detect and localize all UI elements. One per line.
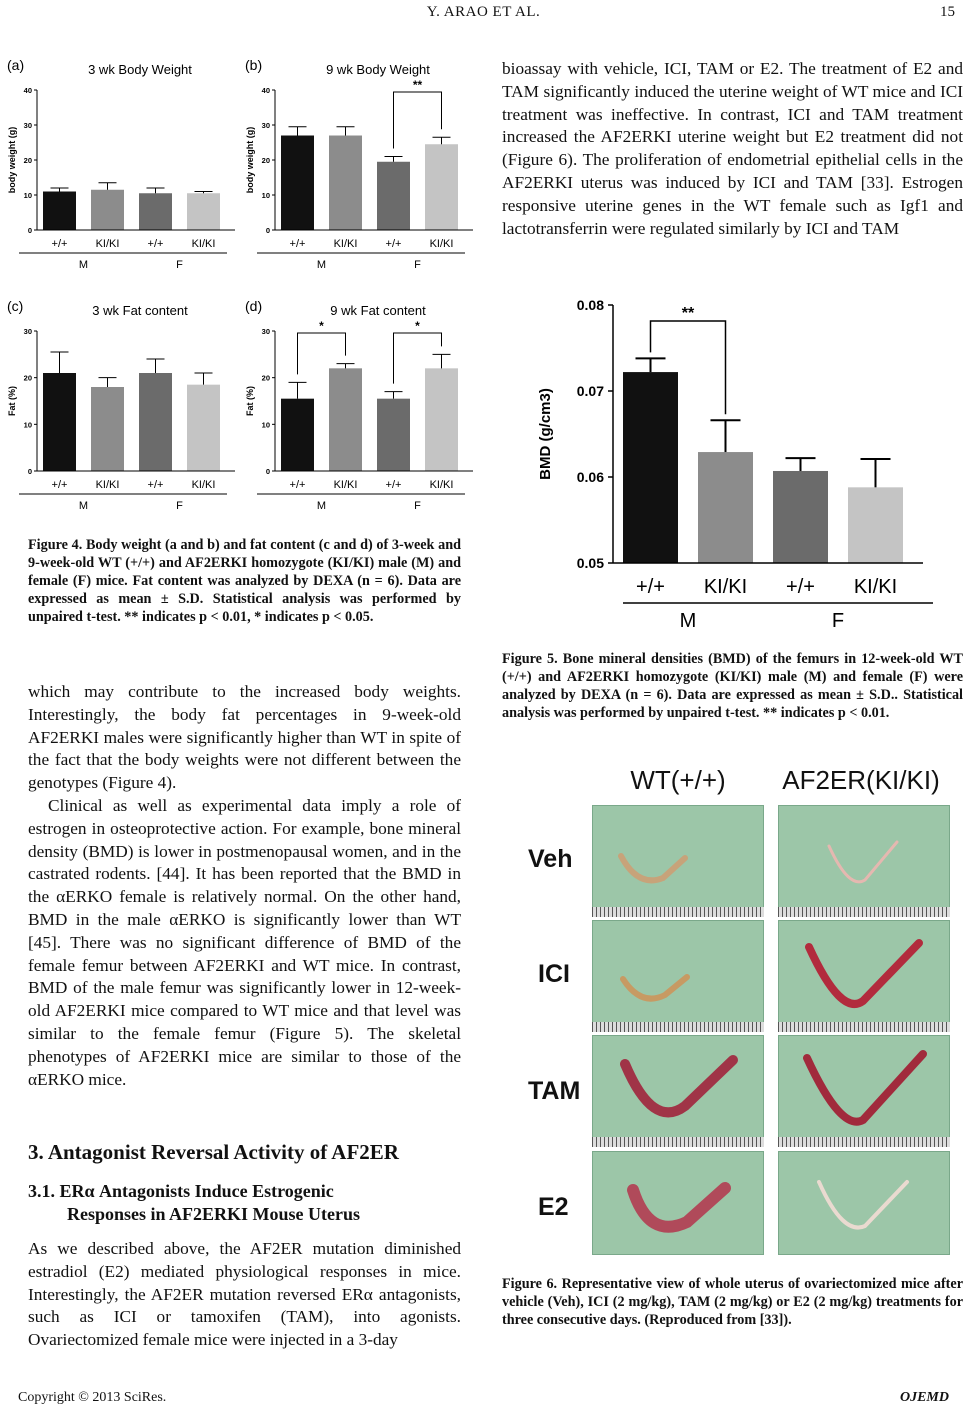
- paragraph: Clinical as well as experimental data imply a role of estrogen in osteoprotective action. For example, bone mineral density (BMD) is lower in postmenopausal women, and in the castrated rodents. [44]. It has been reported that the BMD in the αERKO female is relatively normal. On the other hand, BMD in the male αERKO is significantly lower than WT [45]. There was no significant difference of BMD of the female femur between AF2ERKI and WT mice. In contrast, BMD of the male femur was significantly lower in 12-week-old AF2ERKI mice compared to WT mice and that level was similar to the female femur (Figure 5). The skeletal phenotypes of AF2ERKI mice are similar to those of the αERKO mice.: [28, 795, 461, 1089]
- y-tick-label: 0: [27, 226, 32, 235]
- bar: [377, 399, 410, 471]
- bar: [139, 373, 172, 471]
- bar: [623, 372, 678, 563]
- uterus-photo-wt-tam: [592, 1035, 764, 1139]
- group-label-female: F: [176, 500, 183, 512]
- group-label-female: F: [831, 610, 845, 632]
- x-tick-label: +/+: [289, 238, 306, 250]
- paragraph: bioassay with vehicle, ICI, TAM or E2. The treatment of E2 and TAM significantly induced the uterine weight of WT mice and ICI treatment was ineffective. In contrast, ICI and TAM treatment increased the AF2ERKI uterine weight but E2 treatment did not (Figure 6). The proliferation of endometrial epithelial cells in the AF2ERKI uterus was induced by ICI and TAM [33]. Estrogen responsive uterine genes in the WT female such as Igf1 and lactotransferrin were regulated similarly by ICI and TAM: [502, 59, 963, 238]
- figure4-panel-c: [5, 293, 245, 538]
- bar: [91, 190, 124, 230]
- figure6-caption: Figure 6. Representative view of whole uterus of ovariectomized mice after vehicle (Veh), ICI (2 mg/kg), TAM (2 mg/kg) or E2 (2 mg/kg) treatments for three consecutive days. (Reproduced from [33]).: [502, 1276, 963, 1328]
- x-tick-label: KI/KI: [95, 238, 120, 250]
- uterus-photo-ki-veh: [778, 805, 950, 909]
- group-label-male: M: [316, 259, 327, 271]
- group-label-female: F: [414, 500, 421, 512]
- subsection-heading-line2: Responses in AF2ERKI Mouse Uterus: [67, 1204, 361, 1224]
- uterus-photo-wt-e2: [592, 1151, 764, 1255]
- bar: [187, 193, 220, 230]
- figure4-panel-d: [243, 293, 483, 538]
- figure6-row-label: E2: [538, 1193, 569, 1221]
- y-axis-label: Fat (%): [245, 386, 255, 416]
- panel-tag: (b): [245, 57, 263, 73]
- panel-tag: (a): [7, 57, 25, 73]
- y-tick-label: 0: [27, 467, 32, 476]
- x-tick-label: +/+: [786, 576, 815, 598]
- bar: [329, 368, 362, 471]
- significance-bracket: [394, 92, 442, 149]
- left-column-text: [28, 681, 461, 1091]
- uterus-photo-ki-tam: [778, 1035, 950, 1139]
- y-axis-label: Fat (%): [7, 386, 17, 416]
- y-tick-label: 10: [261, 420, 270, 430]
- y-tick-label: 20: [261, 373, 270, 383]
- bar: [43, 373, 76, 471]
- figure6-row-label: TAM: [528, 1077, 581, 1105]
- significance-label: *: [415, 319, 420, 333]
- y-tick-label: 0: [265, 226, 270, 235]
- group-label-female: F: [176, 259, 183, 271]
- ruler: [592, 907, 764, 917]
- group-label-male: M: [78, 500, 89, 512]
- bar: [281, 136, 314, 231]
- y-tick-label: 30: [23, 327, 32, 336]
- figure5-caption: Figure 5. Bone mineral densities (BMD) of the femurs in 12-week-old WT (+/+) and AF2ERKI homozygote (KI/KI) male (M) and female (F) were analyzed by DEXA (n = 6). Data are expressed as mean ± S.D.. Statistical analysis was performed by unpaired t-test. ** indicates p < 0.01.: [502, 651, 963, 721]
- x-tick-label: KI/KI: [703, 576, 748, 598]
- x-tick-label: +/+: [385, 479, 402, 491]
- figure4-panel-a-chart: [5, 52, 245, 292]
- group-label-female: F: [414, 259, 421, 271]
- figure6-row-label: ICI: [538, 960, 570, 988]
- figure4-panel-c-chart: [5, 293, 245, 533]
- uterus-photo-ki-e2: [778, 1151, 950, 1255]
- journal-name: OJEMD: [899, 1390, 949, 1405]
- y-tick-label: 40: [261, 86, 270, 95]
- x-tick-label: KI/KI: [191, 479, 216, 491]
- ruler: [592, 1022, 764, 1032]
- y-tick-label: 30: [261, 121, 270, 130]
- uterus-photo-wt-veh: [592, 805, 764, 909]
- x-tick-label: KI/KI: [95, 479, 120, 491]
- x-tick-label: +/+: [385, 238, 402, 250]
- y-tick-label: 20: [23, 156, 32, 165]
- y-tick-label: 0.06: [576, 469, 604, 485]
- running-title: Y. ARAO ET AL.: [426, 4, 541, 20]
- copyright: Copyright © 2013 SciRes.: [18, 1390, 167, 1405]
- figure4-panel-d-chart: [243, 293, 483, 533]
- x-tick-label: +/+: [51, 479, 68, 491]
- panel-title: 9 wk Body Weight: [326, 62, 430, 77]
- figure4-panel-a: [5, 52, 245, 297]
- x-tick-label: +/+: [289, 479, 306, 491]
- y-tick-label: 0.07: [576, 383, 604, 399]
- page-number: 15: [940, 4, 955, 20]
- x-tick-label: KI/KI: [333, 479, 358, 491]
- x-tick-label: KI/KI: [333, 238, 358, 250]
- bar: [281, 399, 314, 471]
- group-label-male: M: [679, 610, 697, 632]
- y-tick-label: 10: [23, 420, 32, 430]
- bar: [848, 487, 903, 563]
- right-column-text: [502, 58, 963, 240]
- panel-title: 9 wk Fat content: [330, 303, 426, 318]
- figure5: [528, 295, 953, 645]
- significance-bracket: [298, 333, 346, 374]
- bar: [425, 144, 458, 230]
- figure6-row-label: Veh: [528, 845, 573, 873]
- figure6: [528, 765, 953, 1265]
- uterus-photo-ki-ici: [778, 920, 950, 1024]
- y-tick-label: 10: [261, 191, 270, 200]
- y-tick-label: 0: [265, 467, 270, 476]
- page-header: [0, 4, 967, 26]
- bar: [187, 385, 220, 471]
- y-axis-label: body weight (g): [7, 126, 17, 194]
- figure6-col-label: AF2ER(KI/KI): [782, 765, 940, 795]
- group-label-male: M: [316, 500, 327, 512]
- paragraph: As we described above, the AF2ER mutation diminished estradiol (E2) mediated physiological responses in mice. Interestingly, the AF2ER mutation reversed ERα antagonists, such as ICI or tamoxifen (TAM), into agonists. Ovariectomized female mice were injected in a 3-day: [28, 1239, 461, 1350]
- left-column-text-bottom: [28, 1238, 461, 1352]
- significance-label: **: [412, 78, 423, 92]
- bar: [698, 452, 753, 563]
- x-tick-label: +/+: [147, 238, 164, 250]
- y-tick-label: 0.05: [576, 555, 604, 571]
- panel-tag: (c): [7, 298, 24, 314]
- section-heading: 3. Antagonist Reversal Activity of AF2ER: [28, 1140, 399, 1164]
- y-tick-label: 20: [23, 373, 32, 383]
- paragraph: which may contribute to the increased body weights. Interestingly, the body fat percentages in 9-week-old AF2ERKI males were significantly higher than WT in spite of the fact that the body weights were not different between the genotypes (Figure 4).: [28, 682, 461, 793]
- bar: [773, 471, 828, 563]
- bar: [91, 387, 124, 471]
- bar: [425, 368, 458, 471]
- subsection-heading-line1: 3.1. ERα Antagonists Induce Estrogenic: [28, 1181, 334, 1201]
- bar: [43, 192, 76, 231]
- panel-title: 3 wk Fat content: [92, 303, 188, 318]
- y-axis-label: body weight (g): [245, 126, 255, 194]
- group-label-male: M: [78, 259, 89, 271]
- bar: [139, 193, 172, 230]
- y-axis-label: BMD (g/cm3): [537, 388, 554, 480]
- figure5-chart: [528, 295, 953, 640]
- y-tick-label: 30: [23, 121, 32, 130]
- x-tick-label: KI/KI: [429, 238, 454, 250]
- uterus-photo-wt-ici: [592, 920, 764, 1024]
- figure4-panel-b: [243, 52, 483, 297]
- x-tick-label: +/+: [51, 238, 68, 250]
- panel-tag: (d): [245, 298, 263, 314]
- x-tick-label: +/+: [636, 576, 665, 598]
- ruler: [778, 907, 950, 917]
- x-tick-label: KI/KI: [429, 479, 454, 491]
- significance-label: **: [681, 305, 695, 322]
- y-tick-label: 0.08: [576, 297, 604, 313]
- ruler: [592, 1137, 764, 1147]
- ruler: [778, 1137, 950, 1147]
- panel-title: 3 wk Body Weight: [88, 62, 192, 77]
- y-tick-label: 20: [261, 156, 270, 165]
- figure6-col-label: WT(+/+): [630, 765, 726, 795]
- y-tick-label: 10: [23, 191, 32, 200]
- bar: [329, 136, 362, 231]
- ruler: [778, 1022, 950, 1032]
- figure4-caption: Figure 4. Body weight (a and b) and fat content (c and d) of 3-week and 9-week-old WT (+/+) and AF2ERKI homozygote (KI/KI) male (M) and female (F) mice. Fat content was analyzed by DEXA (n = 6). Data are expressed as mean ± S.D. Statistical analysis was performed by unpaired t-test. ** indicates p < 0.01, * indicates p < 0.05.: [28, 537, 461, 625]
- x-tick-label: KI/KI: [191, 238, 216, 250]
- x-tick-label: KI/KI: [853, 576, 898, 598]
- y-tick-label: 40: [23, 86, 32, 95]
- bar: [377, 162, 410, 230]
- figure4-panel-b-chart: [243, 52, 483, 292]
- significance-label: *: [319, 319, 324, 333]
- x-tick-label: +/+: [147, 479, 164, 491]
- y-tick-label: 30: [261, 327, 270, 336]
